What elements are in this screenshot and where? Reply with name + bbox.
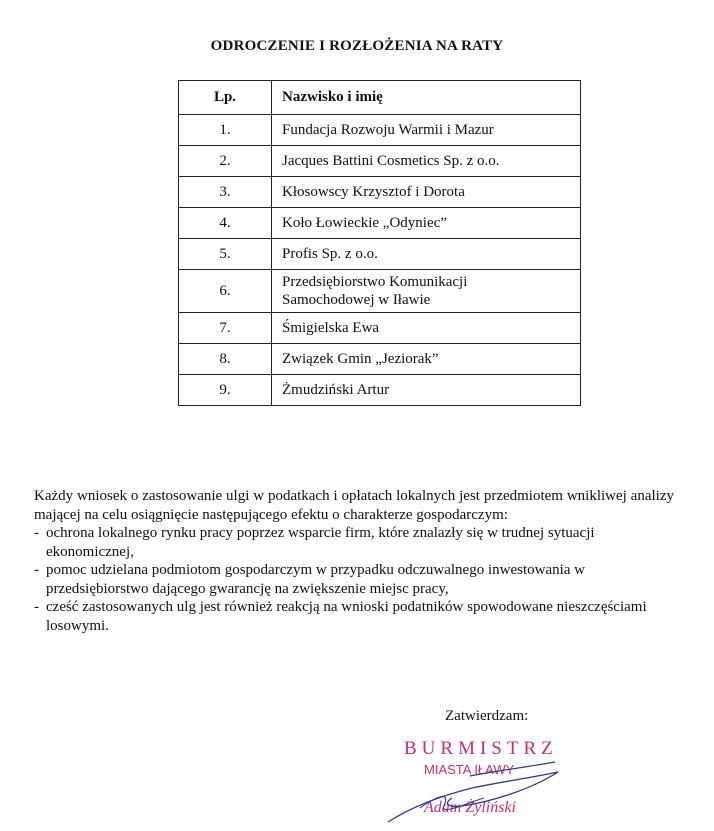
approval-label: Zatwierdzam: xyxy=(445,708,529,724)
table-row xyxy=(179,313,581,344)
row-lp: 3. xyxy=(179,177,272,208)
row-name: Profis Sp. z o.o. xyxy=(272,239,581,270)
row-lp: 1. xyxy=(179,115,272,146)
row-name-line: Samochodowej w Iławie xyxy=(282,292,431,308)
row-name: Kłosowscy Krzysztof i Dorota xyxy=(272,177,581,208)
table-row xyxy=(179,115,581,146)
table-row xyxy=(179,208,581,239)
list-item xyxy=(34,524,674,561)
list-item-text: pomoc udzielana podmiotom gospodarczym w przypadku odczuwalnego inwestowania w przedsiębiorstwo dającego gwarancję na zwiększenie miejsc pracy, xyxy=(46,562,586,597)
table-row xyxy=(179,146,581,177)
stamp-and-signature xyxy=(380,732,580,826)
row-name: Fundacja Rozwoju Warmii i Mazur xyxy=(272,115,581,146)
table-row xyxy=(179,177,581,208)
stamp-svg xyxy=(380,732,580,826)
body-text xyxy=(34,487,674,635)
signature-name: Adam Żyliński xyxy=(424,799,516,816)
list-item xyxy=(34,598,674,635)
list-item xyxy=(34,561,674,598)
stamp-title: BURMISTRZ xyxy=(404,738,558,759)
row-name: Jacques Battini Cosmetics Sp. z o.o. xyxy=(272,146,581,177)
table-row xyxy=(179,375,581,406)
table-header-row xyxy=(179,81,581,115)
header-name: Nazwisko i imię xyxy=(272,81,581,115)
row-lp: 2. xyxy=(179,146,272,177)
list-item-text: cześć zastosowanych ulg jest również reakcją na wnioski podatników spowodowane nieszczęściami losowymi. xyxy=(46,599,647,634)
intro-paragraph: Każdy wniosek o zastosowanie ulgi w podatkach i opłatach lokalnych jest przedmiotem wnikliwej analizy mającej na celu osiągnięcie następującego efektu o charakterze gospodarczym: xyxy=(34,488,674,523)
row-name: Koło Łowieckie „Odyniec” xyxy=(272,208,581,239)
row-lp: 8. xyxy=(179,344,272,375)
stamp-subtitle: MIASTA IŁAWY xyxy=(424,762,515,777)
row-lp: 9. xyxy=(179,375,272,406)
header-lp: Lp. xyxy=(179,81,272,115)
bullet-marker: - xyxy=(34,525,39,541)
row-name-line: Przedsiębiorstwo Komunikacji xyxy=(282,274,468,290)
table-row xyxy=(179,270,581,313)
table-row xyxy=(179,344,581,375)
row-name: Związek Gmin „Jeziorak” xyxy=(272,344,581,375)
row-lp: 4. xyxy=(179,208,272,239)
document-title: ODROCZENIE I ROZŁOŻENIA NA RATY xyxy=(210,38,504,54)
bullet-marker: - xyxy=(34,562,39,578)
names-table xyxy=(178,80,581,406)
row-lp: 7. xyxy=(179,313,272,344)
bullet-list xyxy=(34,524,674,635)
row-lp: 5. xyxy=(179,239,272,270)
list-item-text: ochrona lokalnego rynku pracy poprzez wsparcie firm, które znalazły się w trudnej sytuacji ekonomicznej, xyxy=(46,525,595,560)
table-row xyxy=(179,239,581,270)
bullet-marker: - xyxy=(34,599,39,615)
row-name xyxy=(272,270,581,313)
row-lp: 6. xyxy=(179,270,272,313)
row-name: Żmudziński Artur xyxy=(272,375,581,406)
row-name: Śmigielska Ewa xyxy=(272,313,581,344)
